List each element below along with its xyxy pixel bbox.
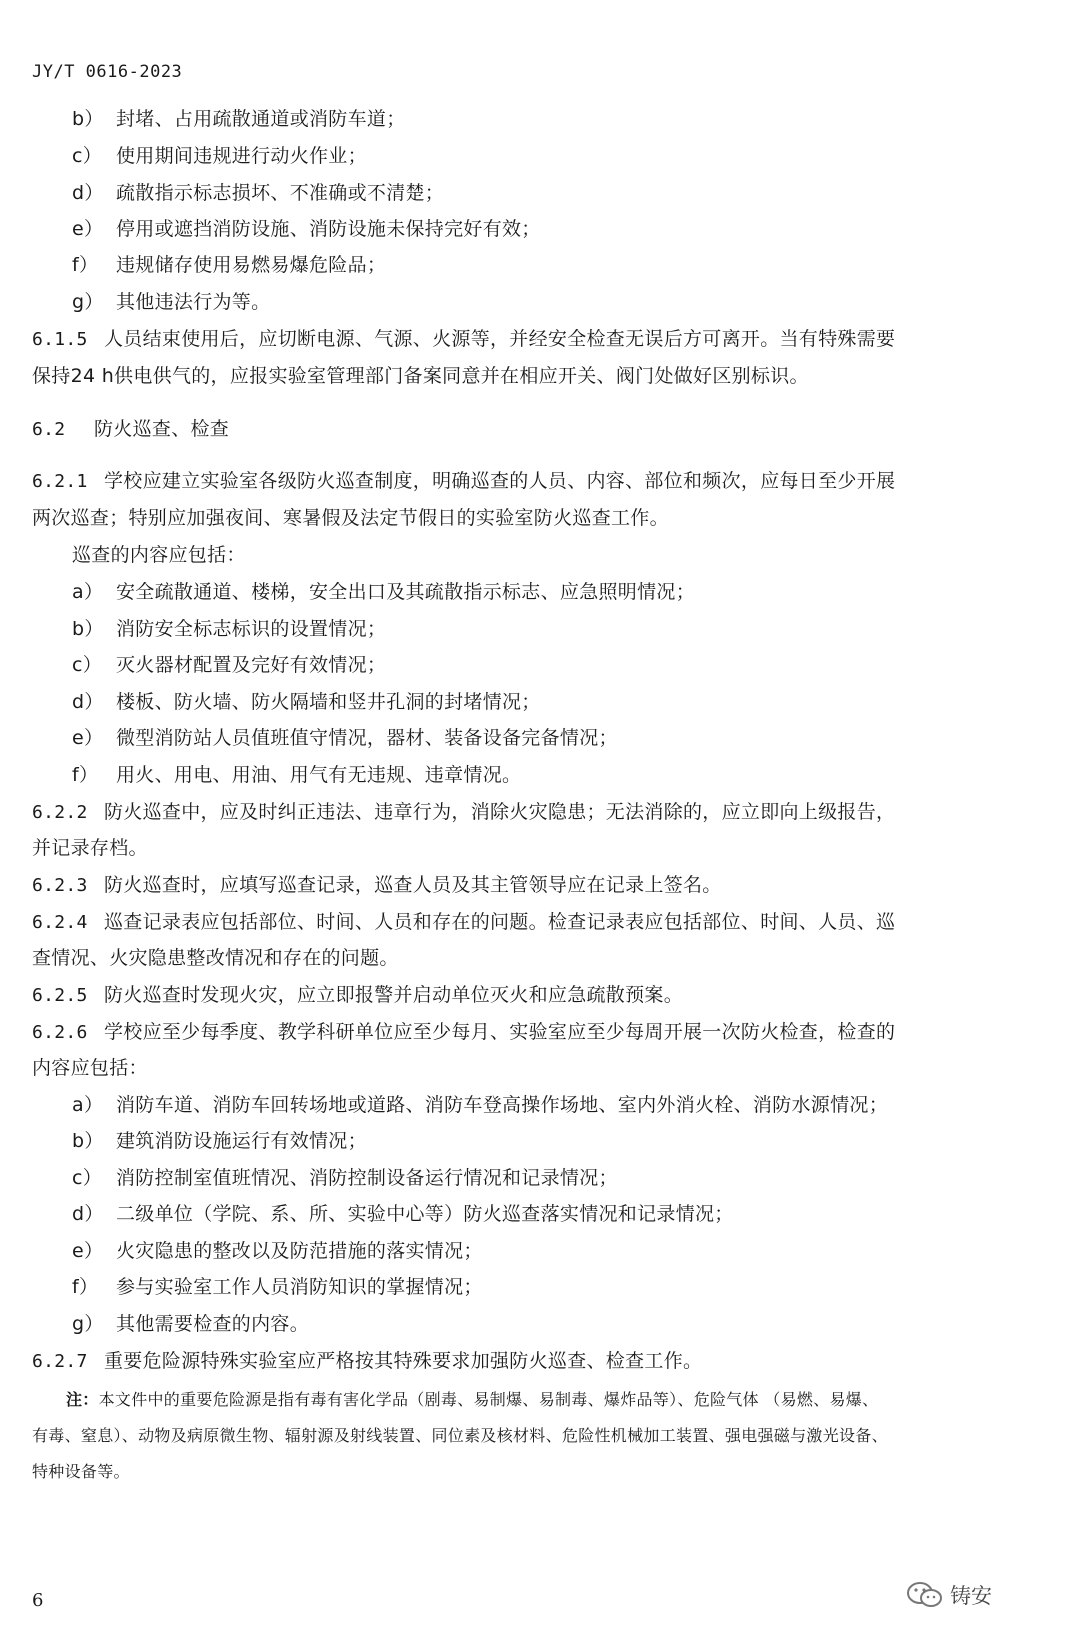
list-item: c） 灭火器材配置及完好有效情况； bbox=[72, 654, 387, 676]
section-heading: 6.2 防火巡查、检查 bbox=[32, 418, 230, 440]
wechat-icon bbox=[906, 1580, 944, 1610]
list-item: c） 消防控制室值班情况、消防控制设备运行情况和记录情况； bbox=[72, 1167, 618, 1189]
clause-6-2-3: 6.2.3 防火巡查时，应填写巡查记录，巡查人员及其主管领导应在记录上签名。 bbox=[32, 874, 722, 896]
watermark-text: 铸安 bbox=[950, 1584, 992, 1608]
list-item: e） 停用或遮挡消防设施、消防设施未保持完好有效； bbox=[72, 218, 541, 240]
clause-6-2-1-cont: 两次巡查；特别应加强夜间、寒暑假及法定节假日的实验室防火巡查工作。 bbox=[32, 507, 669, 529]
page-number: 6 bbox=[32, 1590, 44, 1611]
clause-6-2-2-cont: 并记录存档。 bbox=[32, 837, 148, 859]
list-item: e） 微型消防站人员值班值守情况，器材、装备设备完备情况； bbox=[72, 727, 618, 749]
list-item: b） 消防安全标志标识的设置情况； bbox=[72, 618, 387, 640]
clause-6-2-1-intro: 巡查的内容应包括： bbox=[72, 544, 246, 566]
clause-6-2-6: 6.2.6 学校应至少每季度、教学科研单位应至少每月、实验室应至少每周开展一次防火检查，检查的 bbox=[32, 1021, 896, 1043]
clause-6-2-6-cont: 内容应包括： bbox=[32, 1057, 148, 1079]
list-item: b） 建筑消防设施运行有效情况； bbox=[72, 1130, 367, 1152]
watermark bbox=[906, 1580, 992, 1610]
list-item: b） 封堵、占用疏散通道或消防车道； bbox=[72, 108, 406, 130]
list-item: g） 其他违法行为等。 bbox=[72, 291, 271, 313]
clause-6-2-2: 6.2.2 防火巡查中，应及时纠正违法、违章行为，消除火灾隐患；无法消除的，应立即向上级报告， bbox=[32, 801, 896, 823]
list-item: f） 用火、用电、用油、用气有无违规、违章情况。 bbox=[72, 764, 522, 786]
clause-6-2-5: 6.2.5 防火巡查时发现火灾，应立即报警并启动单位灭火和应急疏散预案。 bbox=[32, 984, 684, 1006]
document-code: JY/T 0616-2023 bbox=[32, 62, 183, 82]
clause-6-1-5: 6.1.5 人员结束使用后，应切断电源、气源、火源等，并经安全检查无误后方可离开。当有特殊需要 bbox=[32, 328, 896, 350]
note-cont: 特种设备等。 bbox=[32, 1462, 130, 1481]
clause-6-2-7: 6.2.7 重要危险源特殊实验室应严格按其特殊要求加强防火巡查、检查工作。 bbox=[32, 1350, 703, 1372]
list-item: f） 参与实验室工作人员消防知识的掌握情况； bbox=[72, 1276, 483, 1298]
note: 注：本文件中的重要危险源是指有毒有害化学品（剧毒、易制爆、易制毒、爆炸品等）、危险气体 （易燃、易爆、 bbox=[66, 1390, 879, 1409]
list-item: d） 疏散指示标志损坏、不准确或不清楚； bbox=[72, 182, 445, 204]
note-label: 注： bbox=[66, 1390, 99, 1409]
list-item: c） 使用期间违规进行动火作业； bbox=[72, 145, 367, 167]
clause-6-1-5-cont: 保持24 h供电供气的，应报实验室管理部门备案同意并在相应开关、阀门处做好区别标识。 bbox=[32, 365, 809, 387]
list-item: a） 消防车道、消防车回转场地或道路、消防车登高操作场地、室内外消火栓、消防水源情况； bbox=[72, 1094, 889, 1116]
list-item: e） 火灾隐患的整改以及防范措施的落实情况； bbox=[72, 1240, 483, 1262]
clause-6-2-1: 6.2.1 学校应建立实验室各级防火巡查制度，明确巡查的人员、内容、部位和频次，应每日至少开展 bbox=[32, 470, 896, 492]
list-item: f） 违规储存使用易燃易爆危险品； bbox=[72, 254, 387, 276]
list-item: d） 二级单位（学院、系、所、实验中心等）防火巡查落实情况和记录情况； bbox=[72, 1203, 734, 1225]
list-item: a） 安全疏散通道、楼梯，安全出口及其疏散指示标志、应急照明情况； bbox=[72, 581, 696, 603]
clause-6-2-4-cont: 查情况、火灾隐患整改情况和存在的问题。 bbox=[32, 947, 399, 969]
list-item: g） 其他需要检查的内容。 bbox=[72, 1313, 310, 1335]
list-item: d） 楼板、防火墙、防火隔墙和竖井孔洞的封堵情况； bbox=[72, 691, 541, 713]
clause-6-2-4: 6.2.4 巡查记录表应包括部位、时间、人员和存在的问题。检查记录表应包括部位、时间、人员、巡 bbox=[32, 911, 896, 933]
note-cont: 有毒、窒息）、动物及病原微生物、辐射源及射线装置、同位素及核材料、危险性机械加工装置、强电强磁与激光设备、 bbox=[32, 1426, 888, 1445]
